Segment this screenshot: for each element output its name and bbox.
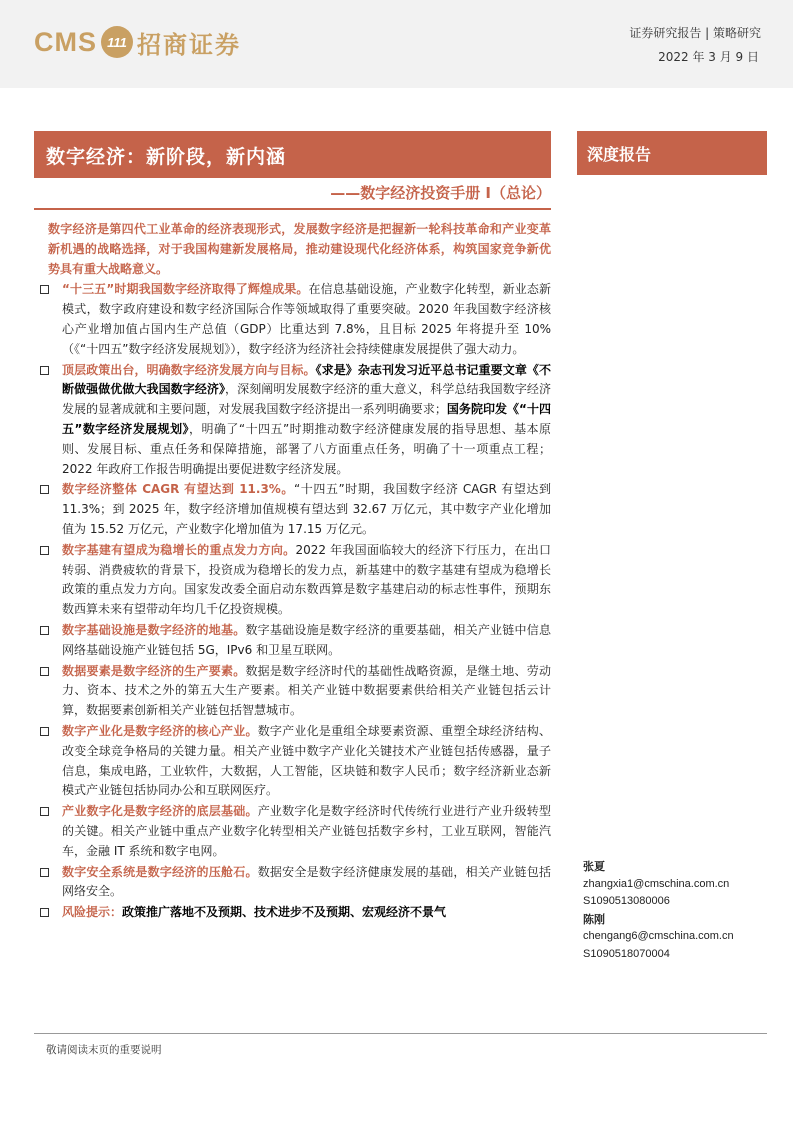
item-bold: 国务院印发《“十四五”数字经济发展规划》 <box>62 402 551 436</box>
item-lead: 数字基础设施是数字经济的地基。 <box>62 622 246 637</box>
page-subtitle: ——数字经济投资手册 I（总论） <box>330 184 551 202</box>
risk-text: 政策推广落地不及预期、技术进步不及预期、宏观经济不景气 <box>122 905 447 920</box>
bullet-square-icon <box>40 485 49 494</box>
summary-item <box>44 621 551 661</box>
analyst-email[interactable]: zhangxia1@cmschina.com.cn <box>583 877 730 890</box>
bullet-square-icon <box>40 626 49 635</box>
item-lead: 数字产业化是数字经济的核心产业。 <box>62 723 258 738</box>
item-body: “十四五”时期，我国数字经济 CAGR 有望达到 11.3%；到 2025 年，数字经济增加值规模有望达到 32.67 万亿元，其中数字产业化增加值为 15.52 万亿元，产业数字化增加值为 17.15 万亿元。 <box>62 482 551 536</box>
analyst-cert: S1090518070004 <box>583 947 670 960</box>
summary-item <box>44 480 551 539</box>
item-lead: “十三五”时期我国数字经济取得了辉煌成果。 <box>62 282 309 297</box>
analyst-email[interactable]: chengang6@cmschina.com.cn <box>583 930 734 942</box>
item-lead: 数据要素是数字经济的生产要素。 <box>62 663 246 678</box>
analyst-list <box>583 858 783 963</box>
item-bold: 《求是》杂志刊发习近平总书记重要文章《不断做强做优做大我国数字经济》 <box>62 362 551 397</box>
item-body: ，明确了“十四五”时期推动数字经济健康发展的指导思想、基本原则、发展目标、重点任务和保障措施，部署了八方面重点任务，明确了十一项重点工程；2022 年政府工作报告明确提出要促进数字经济发展。 <box>62 421 552 476</box>
item-lead: 数字经济整体 CAGR 有望达到 11.3%。 <box>62 482 294 497</box>
summary-body <box>44 220 551 923</box>
item-body: 在信息基础设施，产业数字化转型，新业态新模式，数字政府建设和数字经济国际合作等领域取得了重要突破。2020 年我国数字经济核心产业增加值占国内生产总值（GDP）比重达到 7.8%，且目标 2025 年将提升至 10%（《“十四五”数字经济发展规划》），数字经济为经济社会持续健康发展提供了强大动力。 <box>62 282 551 356</box>
item-lead: 数字基建有望成为稳增长的重点发力方向。 <box>62 542 296 557</box>
report-type: 证券研究报告 | 策略研究 <box>629 26 761 40</box>
analyst-name: 张夏 <box>583 860 605 873</box>
item-body: 数字基础设施是数字经济的重要基础，相关产业链中信息网络基础设施产业链包括 5G，IPv6 和卫星互联网。 <box>62 622 551 657</box>
risk-warning <box>44 903 551 923</box>
summary-item <box>44 662 551 721</box>
title-banner <box>34 131 551 178</box>
item-body: 数据安全是数字经济健康发展的基础，相关产业链包括网络安全。 <box>62 864 551 899</box>
item-lead: 顶层政策出台，明确数字经济发展方向与目标。 <box>62 362 316 377</box>
item-lead: 数字安全系统是数字经济的压舱石。 <box>62 864 258 879</box>
logo-company-name: 招商证券 <box>137 30 241 59</box>
summary-item <box>44 802 551 861</box>
item-body: ，深刻阐明发展数字经济的重大意义，科学总结我国数字经济发展的显著成就和主要问题，对发展我国数字经济提出一系列明确要求； <box>62 382 551 417</box>
report-category-tag <box>577 131 767 175</box>
bullet-square-icon <box>40 727 49 736</box>
intro-paragraph: 数字经济是第四代工业革命的经济表现形式，发展数字经济是把握新一轮科技革命和产业变革新机遇的战略选择，对于我国构建新发展格局，推动建设现代化经济体系，构筑国家竞争新优势具有重大战略意义。 <box>48 222 551 276</box>
logo-badge-text: 111 <box>107 34 127 50</box>
analyst-name: 陈刚 <box>583 912 605 926</box>
report-date: 2022 年 3 月 9 日 <box>658 50 759 64</box>
item-body: 数据是数字经济时代的基础性战略资源，是继土地、劳动力、资本、技术之外的第五大生产要素。相关产业链中数据要素供给相关产业链包括云计算，数据要素创新相关产业链包括智慧城市。 <box>62 663 551 718</box>
summary-item <box>44 863 551 903</box>
title-divider <box>34 208 551 210</box>
summary-item <box>44 361 551 480</box>
logo-text: CMS <box>34 26 97 57</box>
bullet-square-icon <box>40 546 49 555</box>
page-title: 数字经济：新阶段，新内涵 <box>46 146 287 168</box>
summary-item <box>44 541 551 620</box>
footer-note: 敬请阅读末页的重要说明 <box>46 1044 162 1056</box>
risk-label: 风险提示： <box>62 905 123 920</box>
item-body: 2022 年我国面临较大的经济下行压力，在出口转弱、消费疲软的背景下，投资成为稳增长的发力点，新基建中的数字基建有望成为稳增长政策的重点发力方向。国家发改委全面启动东数西算是数字基建启动的标志性事件，预期东数西算未来有望带动年均几千亿投资规模。 <box>62 542 551 617</box>
item-lead: 产业数字化是数字经济的底层基础。 <box>62 804 258 819</box>
bullet-square-icon <box>40 285 49 294</box>
bullet-square-icon <box>40 807 49 816</box>
analyst-cert: S1090513080006 <box>583 895 670 907</box>
footer-divider <box>34 1033 767 1034</box>
bullet-square-icon <box>40 667 49 676</box>
summary-item <box>44 280 551 359</box>
logo-badge-icon <box>101 26 133 58</box>
item-body: 数字产业化是重组全球要素资源、重塑全球经济结构、改变全球竞争格局的关键力量。相关产业链中数字产业化关键技术产业链包括传感器，量子信息，集成电路，工业软件，大数据，人工智能，区块链和数字人民币；数字经济新业态新模式产业链包括协同办公和互联网医疗。 <box>62 723 551 798</box>
item-body: 产业数字化是数字经济时代传统行业进行产业升级转型的关键。相关产业链中重点产业数字化转型相关产业链包括数字乡村，工业互联网，智能汽车，金融 IT 系统和数字电网。 <box>62 804 551 858</box>
company-logo <box>34 24 241 60</box>
bullet-square-icon <box>40 366 49 375</box>
summary-item <box>44 722 551 801</box>
bullet-square-icon <box>40 868 49 877</box>
report-category-label: 深度报告 <box>587 145 652 164</box>
bullet-square-icon <box>40 908 49 917</box>
